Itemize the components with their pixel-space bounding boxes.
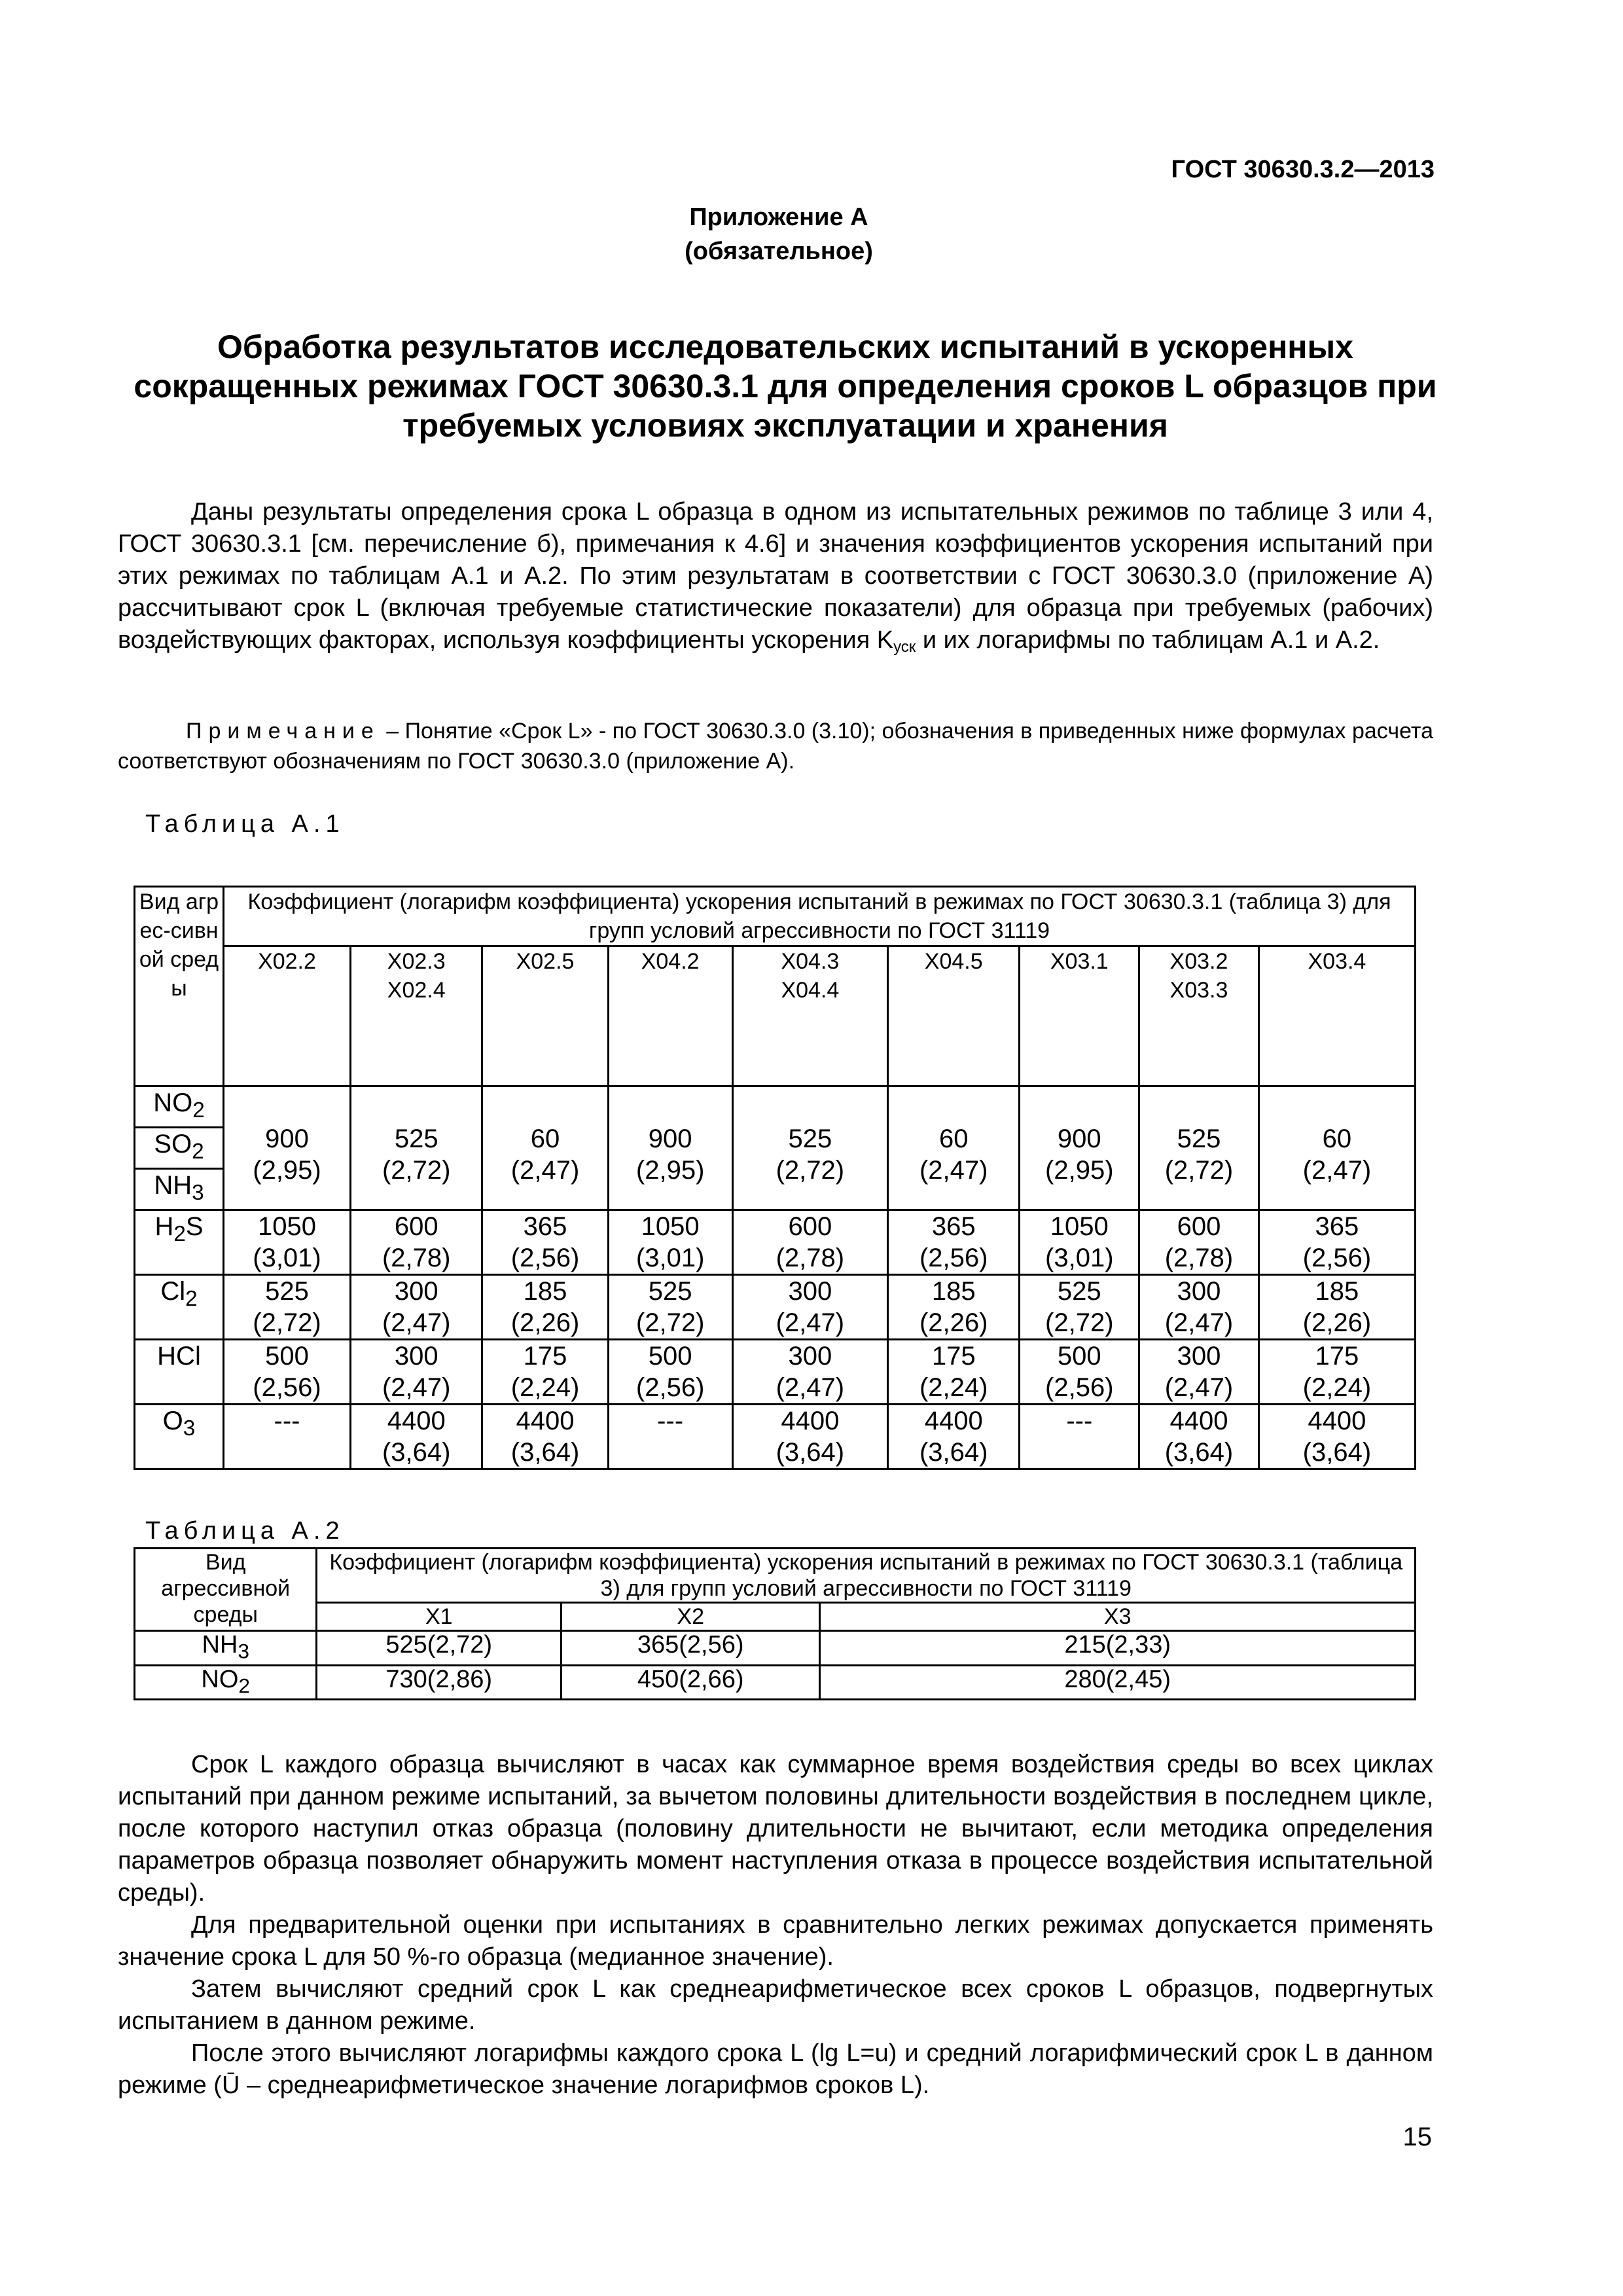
value-cell <box>1020 1275 1139 1340</box>
body-text <box>118 1749 1433 2102</box>
table-a2-column-row <box>135 1603 1416 1631</box>
value: 900 <box>265 1124 309 1153</box>
value: 365 <box>523 1212 567 1241</box>
value: 300 <box>1177 1277 1221 1306</box>
value: 500 <box>1057 1342 1101 1371</box>
column-code: X02.5 <box>516 949 575 974</box>
medium-symbol: NO <box>201 1665 239 1693</box>
log-value: (3,64) <box>510 1438 580 1467</box>
column-code: X02.4 <box>387 978 446 1003</box>
medium-subscript: 2 <box>185 1287 198 1311</box>
medium-symbol: O <box>162 1407 183 1435</box>
value-cell <box>1258 1275 1415 1340</box>
table-a1-row <box>135 1275 1416 1340</box>
medium-cell <box>135 1631 317 1666</box>
medium-cell <box>135 1405 224 1469</box>
value-cell <box>1020 1086 1139 1210</box>
log-value: (2,56) <box>253 1373 321 1402</box>
log-value: (2,72) <box>776 1156 845 1185</box>
value-cell <box>1139 1210 1259 1275</box>
log-value: (2,24) <box>1302 1373 1372 1402</box>
body-paragraph-1: Срок L каждого образца вычисляют в часах как суммарное время воздействия среды во всех циклах испытаний при данном режиме испытаний, за вычетом половины длительности воздействия в последнем цикле, после которого наступил отказ образца (половину длительности не вычитают, если методика определения параметров образца позволяет обнаружить момент наступления отказа в процессе воздействия испытательной среды). <box>118 1751 1433 1907</box>
column-code: X03.4 <box>1308 949 1366 974</box>
log-value: (2,47) <box>776 1373 845 1402</box>
value-cell <box>350 1210 482 1275</box>
value-cell <box>608 1340 732 1405</box>
value-cell <box>732 1405 887 1469</box>
log-value: (3,64) <box>382 1438 451 1467</box>
log-value: (2,78) <box>1164 1244 1234 1272</box>
log-value: (2,95) <box>1045 1156 1114 1185</box>
value-cell <box>1139 1405 1259 1469</box>
medium-cell <box>135 1340 224 1405</box>
log-value: (2,56) <box>510 1244 580 1272</box>
medium-symbol: NO <box>153 1088 193 1117</box>
log-value: (2,95) <box>635 1156 705 1185</box>
medium-subscript: 2 <box>173 1222 186 1246</box>
value-cell: 450(2,66) <box>562 1665 820 1700</box>
value: 60 <box>938 1124 969 1153</box>
value-cell <box>1020 1405 1139 1469</box>
log-value: (2,72) <box>1164 1156 1234 1185</box>
column-code: X03.2 <box>1169 949 1228 974</box>
column-header <box>1020 946 1139 1086</box>
value-cell <box>1258 1210 1415 1275</box>
table-a2-header-row <box>135 1549 1416 1603</box>
value-cell <box>608 1275 732 1340</box>
column-code: X04.4 <box>781 978 840 1003</box>
value-cell <box>887 1275 1019 1340</box>
value: 1050 <box>258 1212 316 1241</box>
column-header <box>482 946 608 1086</box>
value: 600 <box>788 1212 832 1241</box>
intro-subscript: уск <box>893 638 916 656</box>
table-a1-row <box>135 1405 1416 1469</box>
log-value: (3,01) <box>635 1244 705 1272</box>
log-value: (2,78) <box>382 1244 451 1272</box>
column-code: X02.3 <box>387 949 446 974</box>
column-code: X04.3 <box>781 949 840 974</box>
value: 4400 <box>924 1407 983 1435</box>
column-header: X3 <box>820 1603 1416 1631</box>
title-line-2: сокращенных режимах ГОСТ 30630.3.1 для определения сроков L образцов при <box>134 368 1437 404</box>
value-cell <box>482 1210 608 1275</box>
value: 60 <box>1322 1124 1352 1153</box>
column-code: X03.1 <box>1050 949 1109 974</box>
page-number: 15 <box>1402 2123 1432 2151</box>
table-a1-header: Коэффициент (логарифм коэффициента) ускорения испытаний в режимах по ГОСТ 30630.3.1 (таблица 3) для групп условий агрессивности по ГОСТ 31119 <box>224 887 1416 946</box>
log-value: (2,72) <box>1045 1308 1114 1337</box>
value: 300 <box>788 1342 832 1371</box>
value-cell <box>608 1210 732 1275</box>
value: 600 <box>394 1212 438 1241</box>
medium-subscript: 2 <box>238 1674 251 1698</box>
medium-cell <box>135 1128 224 1169</box>
value: 900 <box>648 1124 692 1153</box>
column-code: X03.3 <box>1169 978 1228 1003</box>
note-text: – Понятие «Срок L» - по ГОСТ 30630.3.0 (3.10); обозначения в приведенных ниже формулах расчета соответствуют обозначениям по ГОСТ 30630.3.0 (приложение А). <box>118 719 1433 774</box>
value-cell <box>482 1086 608 1210</box>
body-paragraph-4: После этого вычисляют логарифмы каждого срока L (lg L=u) и средний логарифмический срок L в данном режиме (Ū – среднеарифметическое значение логарифмов сроков L). <box>118 2039 1433 2099</box>
table-a1 <box>134 886 1416 1470</box>
log-value: (2,24) <box>919 1373 988 1402</box>
value: 1050 <box>1050 1212 1109 1241</box>
value-cell <box>224 1405 351 1469</box>
value: 365 <box>1315 1212 1359 1241</box>
medium-subscript: 3 <box>192 1181 204 1205</box>
value-cell <box>1020 1340 1139 1405</box>
value-cell <box>1139 1340 1259 1405</box>
medium-symbol: Cl <box>160 1277 186 1306</box>
medium-subscript: 2 <box>192 1098 205 1122</box>
value: 60 <box>530 1124 560 1153</box>
medium-cell <box>135 1665 317 1700</box>
log-value: (3,64) <box>919 1438 988 1467</box>
body-paragraph-3: Затем вычисляют средний срок L как среднеарифметическое всех сроков L образцов, подвергнутых испытанием в данном режиме. <box>118 1975 1433 2035</box>
log-value: (2,56) <box>1045 1373 1114 1402</box>
value: 300 <box>1177 1342 1221 1371</box>
value-cell <box>887 1340 1019 1405</box>
value-cell <box>224 1210 351 1275</box>
column-header <box>887 946 1019 1086</box>
note-paragraph <box>118 716 1433 776</box>
table-a1-row <box>135 1340 1416 1405</box>
medium-cell <box>135 1275 224 1340</box>
value: 525 <box>394 1124 438 1153</box>
table2-caption: Таблица А.2 <box>145 1517 345 1545</box>
table1-caption: Таблица А.1 <box>145 810 345 838</box>
log-value: (3,01) <box>1045 1244 1114 1272</box>
value: 185 <box>523 1277 567 1306</box>
value-cell <box>1139 1086 1259 1210</box>
value-cell <box>1258 1405 1415 1469</box>
intro-text-2: и их логарифмы по таблицам А.1 и А.2. <box>916 626 1380 654</box>
value: --- <box>274 1407 300 1435</box>
value: 500 <box>648 1342 692 1371</box>
table-a2-row <box>135 1665 1416 1700</box>
medium-symbol: NH <box>202 1631 238 1659</box>
log-value: (2,72) <box>382 1156 451 1185</box>
column-code: X04.2 <box>641 949 700 974</box>
column-header <box>350 946 482 1086</box>
value-cell <box>732 1210 887 1275</box>
medium-subscript: 3 <box>183 1416 196 1441</box>
value-cell: 280(2,45) <box>820 1665 1416 1700</box>
column-header <box>224 946 351 1086</box>
value-cell: 365(2,56) <box>562 1631 820 1666</box>
value-cell <box>482 1405 608 1469</box>
log-value: (2,47) <box>382 1308 451 1337</box>
log-value: (2,56) <box>1302 1244 1372 1272</box>
table-a2-corner: Вид агрессивной среды <box>135 1549 317 1631</box>
log-value: (2,72) <box>635 1308 705 1337</box>
value-cell <box>482 1340 608 1405</box>
log-value: (2,78) <box>776 1244 845 1272</box>
appendix-status: (обязательное) <box>685 238 873 265</box>
value-cell: 215(2,33) <box>820 1631 1416 1666</box>
log-value: (2,72) <box>253 1308 321 1337</box>
log-value: (2,56) <box>635 1373 705 1402</box>
value-cell <box>732 1086 887 1210</box>
log-value: (2,26) <box>919 1308 988 1337</box>
value: 525 <box>265 1277 309 1306</box>
log-value: (2,24) <box>510 1373 580 1402</box>
value: 900 <box>1057 1124 1101 1153</box>
title-line-1: Обработка результатов исследовательских испытаний в ускоренных <box>217 329 1353 365</box>
value: 4400 <box>1308 1407 1366 1435</box>
value-cell <box>350 1086 482 1210</box>
log-value: (3,01) <box>253 1244 321 1272</box>
value-cell: 730(2,86) <box>317 1665 562 1700</box>
value-cell <box>224 1086 351 1210</box>
medium-suffix: S <box>185 1212 204 1241</box>
column-header <box>1139 946 1259 1086</box>
log-value: (2,26) <box>510 1308 580 1337</box>
table-a1-row <box>135 1086 1416 1128</box>
value-cell <box>350 1340 482 1405</box>
value-cell <box>1258 1340 1415 1405</box>
medium-cell <box>135 1169 224 1210</box>
value-cell <box>224 1275 351 1340</box>
value: 500 <box>265 1342 309 1371</box>
medium-symbol: NH <box>154 1171 192 1200</box>
log-value: (2,47) <box>1302 1156 1372 1185</box>
value: 4400 <box>1169 1407 1228 1435</box>
log-value: (3,64) <box>1302 1438 1372 1467</box>
value-cell <box>887 1210 1019 1275</box>
log-value: (2,26) <box>1302 1308 1372 1337</box>
log-value: (2,47) <box>510 1156 580 1185</box>
value: 525 <box>648 1277 692 1306</box>
value: 300 <box>394 1342 438 1371</box>
value: 4400 <box>516 1407 575 1435</box>
table-a2 <box>134 1547 1416 1700</box>
table-a2-header: Коэффициент (логарифм коэффициента) ускорения испытаний в режимах по ГОСТ 30630.3.1 (таблица 3) для групп условий агрессивности по ГОСТ 31119 <box>317 1549 1416 1603</box>
table-a1-corner: Вид агрес-сивн ой сред ы <box>135 887 224 1086</box>
note-label: Примечание <box>186 719 380 744</box>
value-cell <box>350 1405 482 1469</box>
intro-paragraph <box>118 496 1433 663</box>
log-value: (2,95) <box>253 1156 321 1185</box>
table-a1-header-row <box>135 887 1416 946</box>
medium-cell <box>135 1210 224 1275</box>
column-header: X1 <box>317 1603 562 1631</box>
value-cell <box>887 1405 1019 1469</box>
value-cell <box>224 1340 351 1405</box>
log-value: (2,47) <box>776 1308 845 1337</box>
value-cell <box>1020 1210 1139 1275</box>
value: 525 <box>788 1124 832 1153</box>
medium-symbol: HCl <box>157 1342 201 1371</box>
value: 4400 <box>781 1407 840 1435</box>
value-cell <box>732 1340 887 1405</box>
title-line-3: требуемых условиях эксплуатации и хранения <box>402 407 1168 444</box>
appendix-heading <box>0 200 1558 268</box>
column-header <box>1258 946 1415 1086</box>
value-cell <box>1258 1086 1415 1210</box>
column-code: X02.2 <box>258 949 316 974</box>
body-paragraph-2: Для предварительной оценки при испытаниях в сравнительно легких режимах допускается применять значение срока L для 50 %-го образца (медианное значение). <box>118 1911 1433 1971</box>
medium-symbol: SO <box>154 1130 192 1158</box>
value: 600 <box>1177 1212 1221 1241</box>
gost-header: ГОСТ 30630.3.2—2013 <box>1171 156 1435 183</box>
table-a1-row <box>135 1210 1416 1275</box>
log-value: (2,47) <box>1164 1373 1234 1402</box>
column-header: X2 <box>562 1603 820 1631</box>
value: 175 <box>1315 1342 1359 1371</box>
value-cell <box>887 1086 1019 1210</box>
appendix-label: Приложение А <box>689 204 868 231</box>
log-value: (3,64) <box>776 1438 845 1467</box>
value: 4400 <box>387 1407 446 1435</box>
value-cell <box>482 1275 608 1340</box>
value: --- <box>1066 1407 1093 1435</box>
table-a1-column-row <box>135 946 1416 1086</box>
column-header <box>608 946 732 1086</box>
value-cell: 525(2,72) <box>317 1631 562 1666</box>
log-value: (3,64) <box>1164 1438 1234 1467</box>
value: 185 <box>1315 1277 1359 1306</box>
value: 300 <box>394 1277 438 1306</box>
intro-text-1: Даны результаты определения срока L образца в одном из испытательных режимов по таблице 3 или 4, ГОСТ 30630.3.1 [см. перечисление б), примечания к 4.6] и значения коэффициентов ускорения испытаний при этих режимах по таблицам А.1 и А.2. По этим результатам в соответствии с ГОСТ 30630.3.0 (приложение А) рассчитывают срок L (включая требуемые статистические показатели) для образца при требуемых (рабочих) воздействующих факторах, используя коэффициенты ускорения K <box>118 498 1433 654</box>
medium-symbol: H <box>154 1212 174 1241</box>
value: 175 <box>931 1342 976 1371</box>
appendix-title <box>105 327 1466 445</box>
value: 300 <box>788 1277 832 1306</box>
value: 175 <box>523 1342 567 1371</box>
value-cell <box>1139 1275 1259 1340</box>
medium-cell <box>135 1086 224 1128</box>
value: 1050 <box>641 1212 700 1241</box>
log-value: (2,47) <box>919 1156 988 1185</box>
log-value: (2,47) <box>382 1373 451 1402</box>
medium-subscript: 3 <box>238 1639 249 1663</box>
log-value: (2,56) <box>919 1244 988 1272</box>
value: 525 <box>1057 1277 1101 1306</box>
value-cell <box>732 1275 887 1340</box>
column-header <box>732 946 887 1086</box>
value-cell <box>608 1086 732 1210</box>
value-cell <box>350 1275 482 1340</box>
value: 365 <box>931 1212 976 1241</box>
log-value: (2,47) <box>1164 1308 1234 1337</box>
value-cell <box>608 1405 732 1469</box>
column-code: X04.5 <box>924 949 983 974</box>
medium-subscript: 2 <box>192 1139 204 1164</box>
table-a2-row <box>135 1631 1416 1666</box>
value: --- <box>657 1407 684 1435</box>
value: 525 <box>1177 1124 1221 1153</box>
value: 185 <box>931 1277 976 1306</box>
